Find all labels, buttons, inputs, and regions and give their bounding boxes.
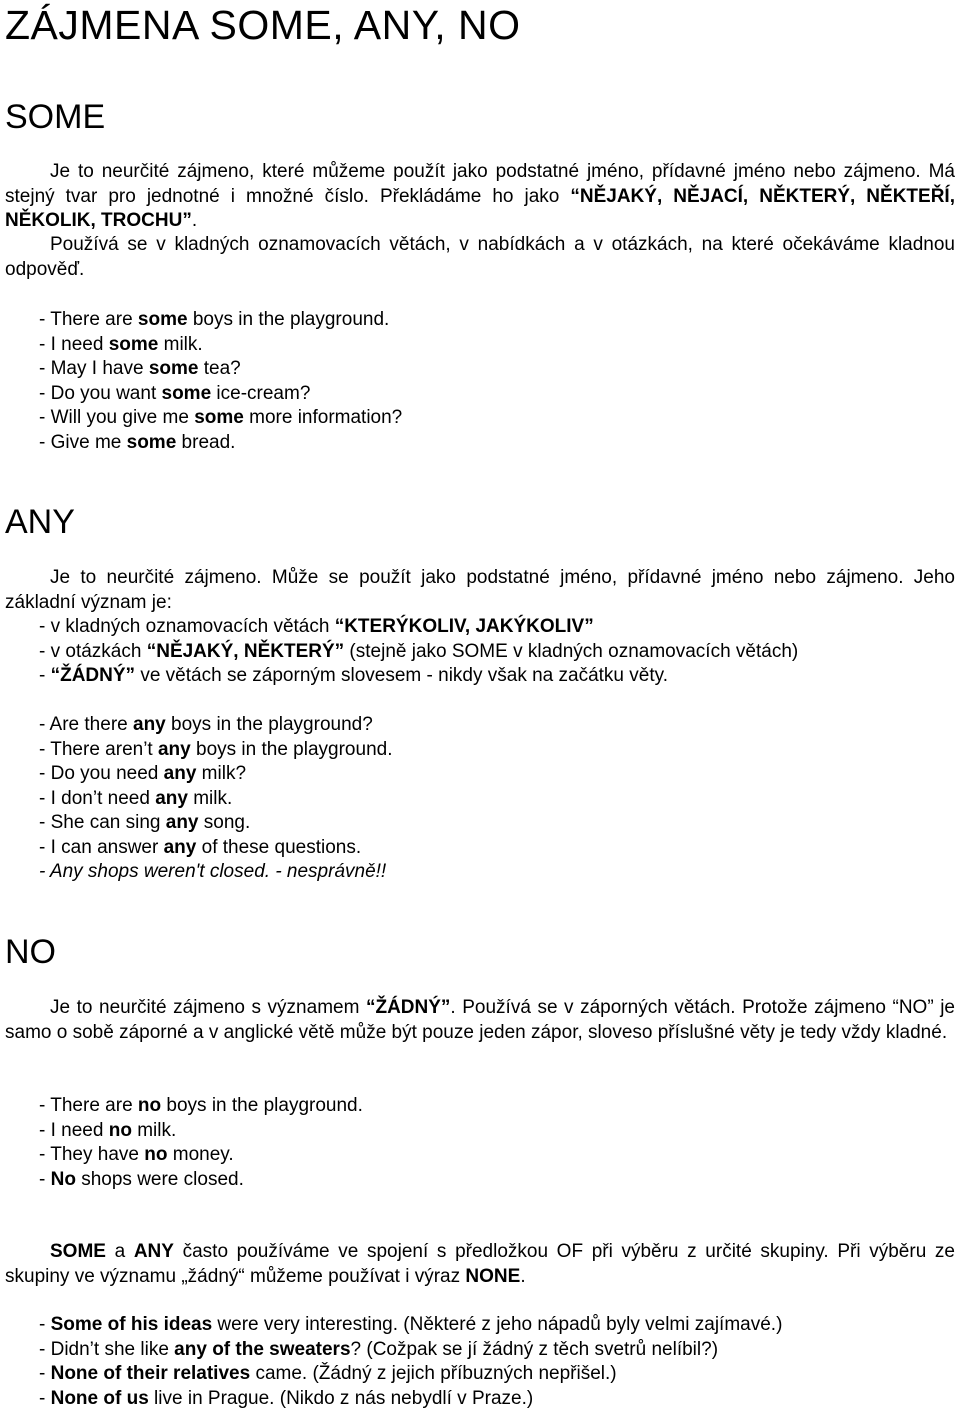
list-item: - Will you give me some more information?	[39, 407, 403, 428]
heading-some: SOME	[5, 98, 106, 136]
list-item: - I don’t need any milk.	[39, 787, 233, 809]
list-item: - I can answer any of these questions.	[39, 836, 362, 858]
list-item: - May I have some tea?	[39, 358, 241, 379]
list-item: - I need some milk.	[39, 333, 203, 355]
list-item: - None of their relatives came. (Žádný z jejich příbuzných nepřišel.)	[39, 1363, 617, 1384]
list-item: - There are no boys in the playground.	[39, 1095, 363, 1116]
list-item: - None of us live in Prague. (Nikdo z nás nebydlí v Praze.)	[39, 1387, 534, 1409]
no-paragraph-1: Je to neurčité zájmeno s významem “ŽÁDNÝ”. Používá se v záporných větách. Protože zájmeno “NO” je samo o sobě záporné a v anglické větě může být pouze jeden zápor, sloveso příslušné věty je tedy vždy kladné.	[5, 997, 955, 1043]
list-item: - Give me some bread.	[39, 431, 236, 453]
list-item: - v kladných oznamovacích větách “KTERÝKOLIV, JAKÝKOLIV”	[39, 616, 594, 637]
some-paragraph-1: Je to neurčité zájmeno, které můžeme použít jako podstatné jméno, přídavné jméno nebo zájmeno. Má stejný tvar pro jednotné i množné číslo. Překládáme ho jako “NĚJAKÝ, NĚJACÍ, NĚKTERÝ, NĚKTEŘÍ, NĚKOLIK, TROCHU”.	[5, 161, 955, 231]
heading-any: ANY	[5, 503, 75, 541]
any-paragraph-1: Je to neurčité zájmeno. Může se použít jako podstatné jméno, přídavné jméno nebo zájmeno. Jeho základní význam je:	[5, 567, 955, 613]
list-item: - v otázkách “NĚJAKÝ, NĚKTERÝ” (stejně jako SOME v kladných oznamovacích větách)	[39, 640, 799, 662]
wrong-example: - Any shops weren't closed. - nesprávně!!	[39, 861, 387, 882]
list-item: - There aren’t any boys in the playground.	[39, 738, 393, 760]
list-item: - I need no milk.	[39, 1119, 177, 1141]
list-item: - There are some boys in the playground.	[39, 309, 390, 330]
of-group-examples	[39, 1313, 782, 1411]
list-item: - Are there any boys in the playground?	[39, 714, 373, 735]
list-item: - Do you want some ice-cream?	[39, 382, 311, 404]
list-item: - Some of his ideas were very interesting. (Některé z jeho nápadů byly velmi zajímavé.)	[39, 1314, 783, 1335]
list-item: - No shops were closed.	[39, 1168, 244, 1190]
heading-no: NO	[5, 933, 56, 971]
some-examples	[39, 308, 402, 455]
list-item: - Didn’t she like any of the sweaters? (Cožpak se jí žádný z těch svetrů nelíbil?)	[39, 1338, 719, 1360]
any-meanings	[39, 615, 798, 689]
some-paragraph-2: Používá se v kladných oznamovacích větách, v nabídkách a v otázkách, na které očekáváme kladnou odpověď.	[5, 234, 955, 280]
list-item: - She can sing any song.	[39, 812, 251, 833]
any-examples	[39, 713, 392, 885]
no-examples	[39, 1094, 363, 1192]
of-group-paragraph: SOME a ANY často používáme ve spojení s předložkou OF při výběru z určité skupiny. Při výběru ze skupiny ve významu „žádný“ můžeme používat i výraz NONE.	[5, 1241, 955, 1287]
page-title: ZÁJMENA SOME, ANY, NO	[5, 2, 521, 48]
list-item: - Do you need any milk?	[39, 763, 247, 784]
list-item: - They have no money.	[39, 1144, 234, 1165]
list-item: - “ŽÁDNÝ” ve větách se záporným slovesem - nikdy však na začátku věty.	[39, 665, 668, 686]
